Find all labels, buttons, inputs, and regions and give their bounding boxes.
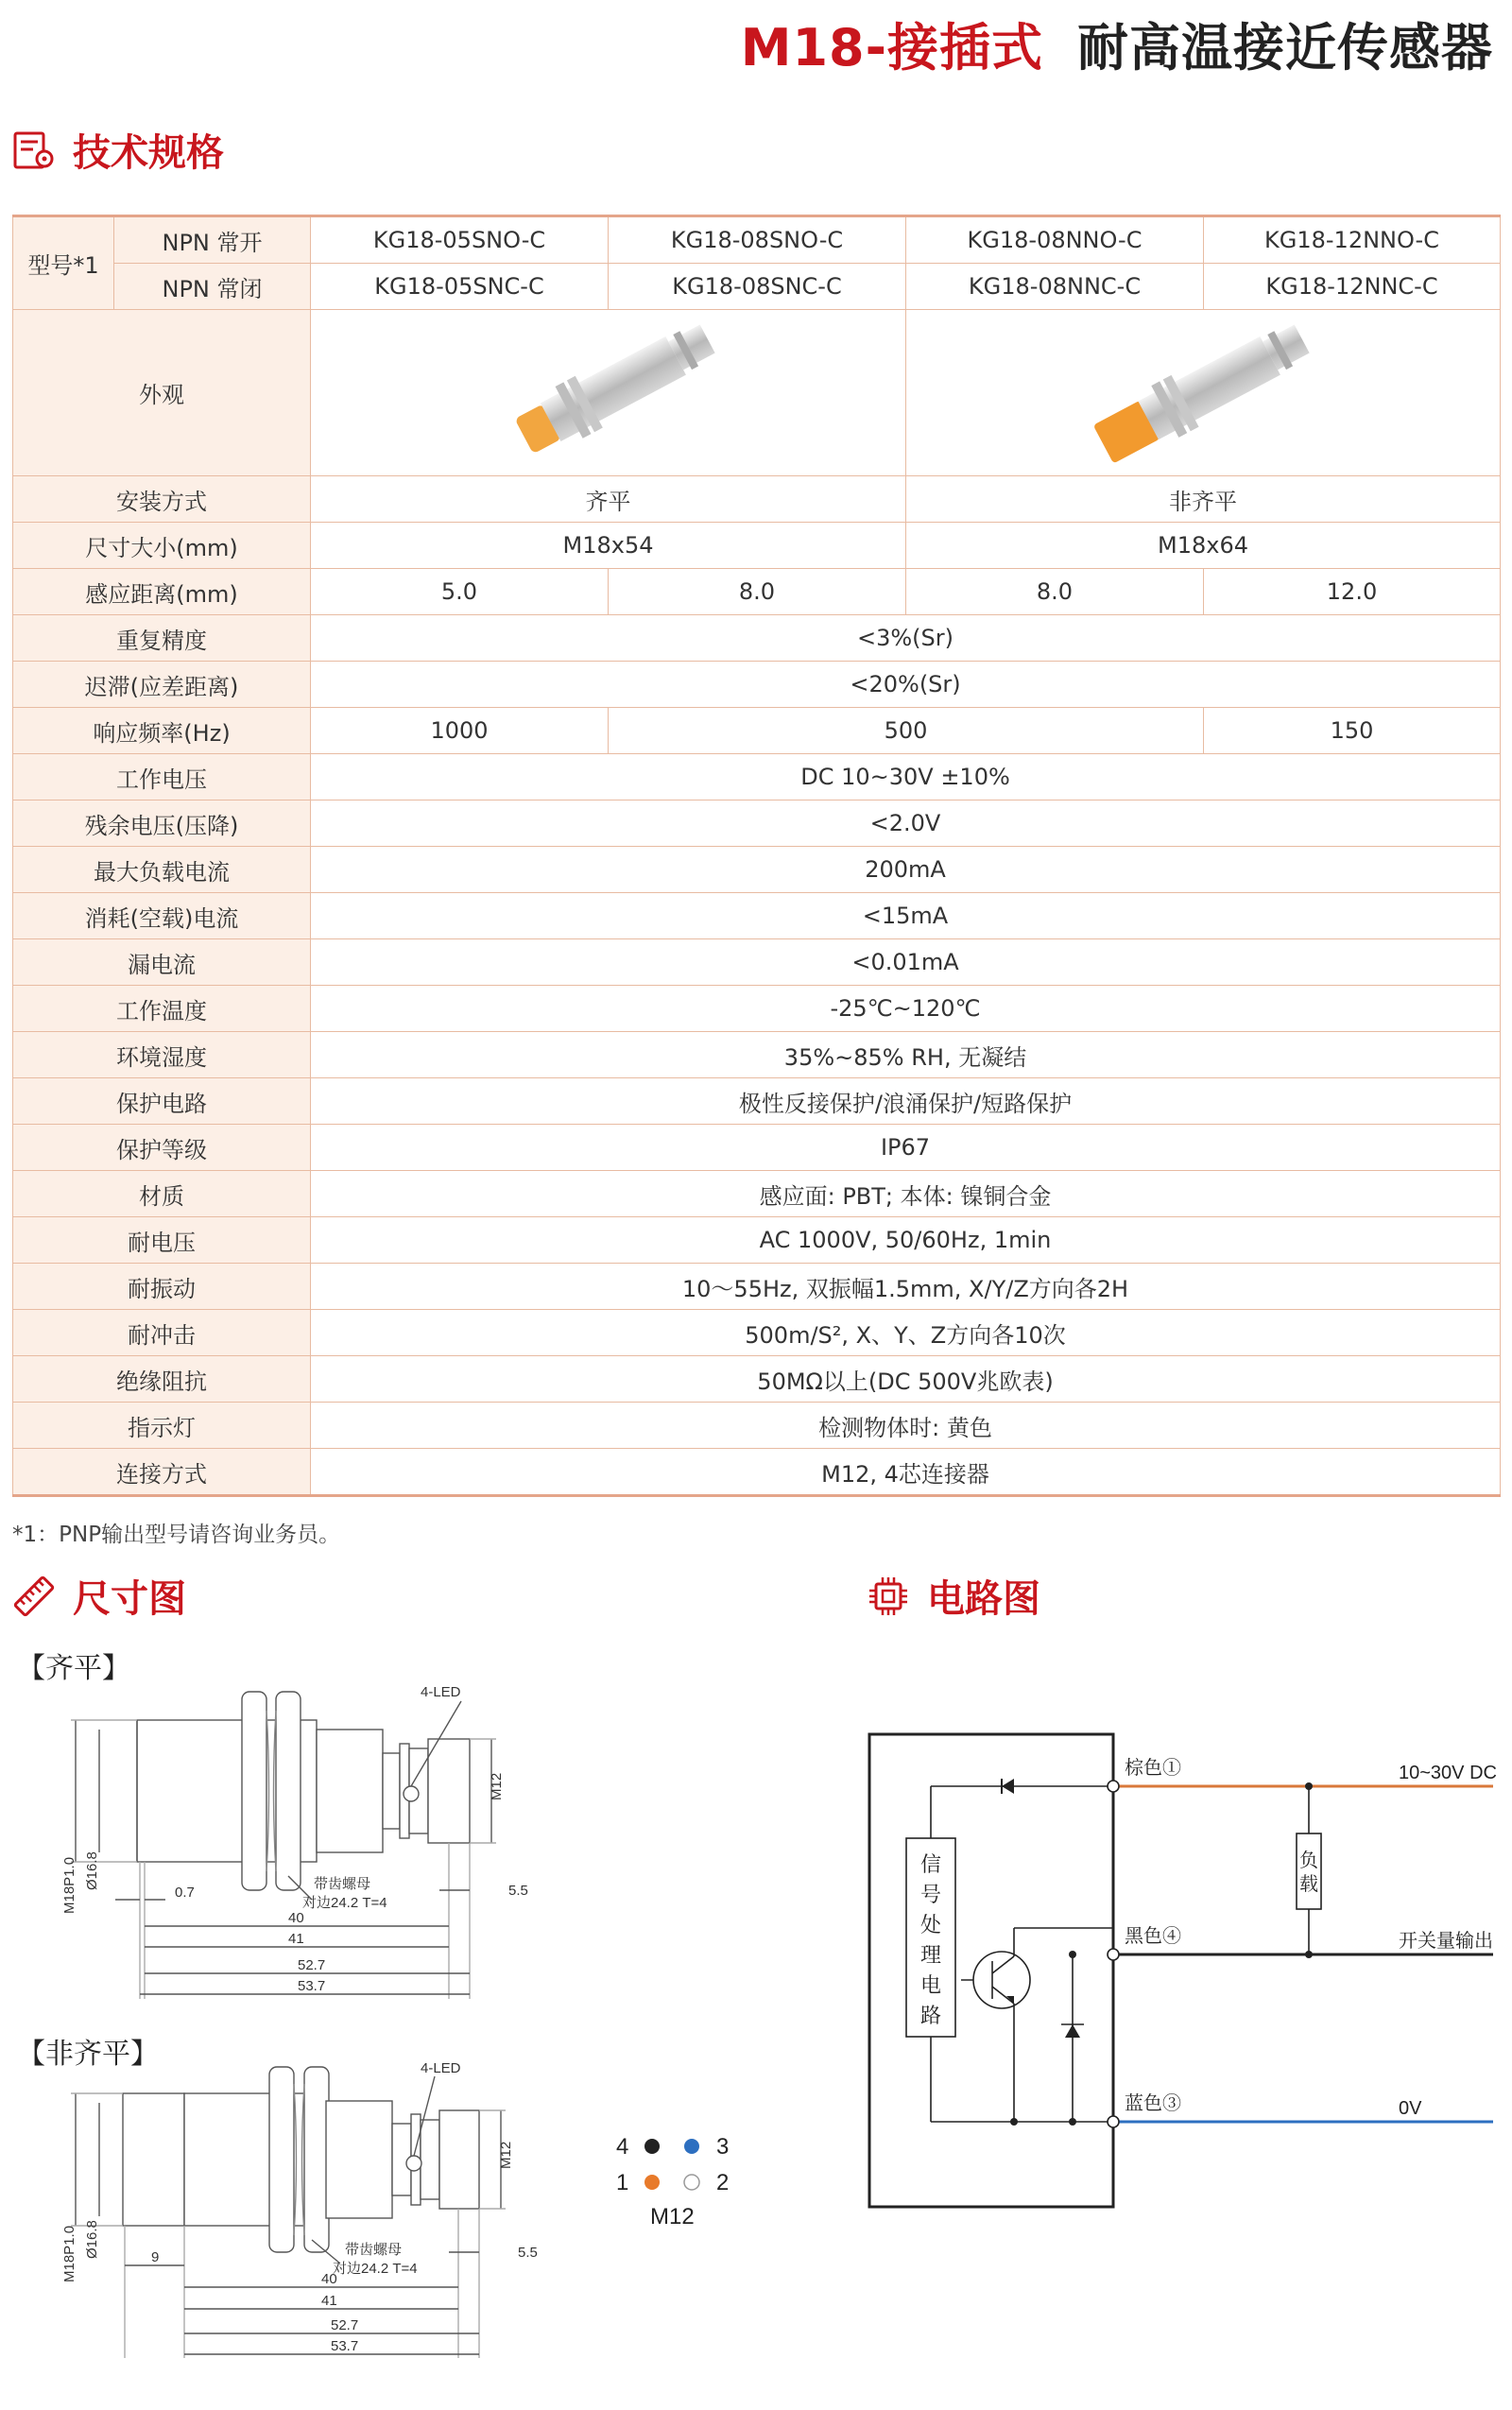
row-value: 10～55Hz, 双振幅1.5mm, X/Y/Z方向各2H xyxy=(311,1264,1501,1310)
model-cell: KG18-12NNO-C xyxy=(1204,216,1501,264)
row-label: 残余电压(压降) xyxy=(13,800,311,847)
size-label: 尺寸大小(mm) xyxy=(13,523,311,569)
row-value: AC 1000V, 50/60Hz, 1min xyxy=(311,1217,1501,1264)
nonflush-dimension-drawing xyxy=(57,2056,605,2367)
size-cell: M18x64 xyxy=(906,523,1501,569)
row-value: 200mA xyxy=(311,847,1501,893)
chip-icon xyxy=(867,1575,910,1618)
signal-label: 路 xyxy=(920,2004,942,2027)
row-value: <15mA xyxy=(311,893,1501,939)
freq-cell: 1000 xyxy=(311,708,609,754)
model-label: 型号*1 xyxy=(13,216,114,310)
row-label: 连接方式 xyxy=(13,1449,311,1496)
output-label: 开关量输出 xyxy=(1399,1931,1493,1952)
dim-f: 5.5 xyxy=(508,1883,528,1899)
distance-cell: 5.0 xyxy=(311,569,609,615)
footnote: *1：PNP输出型号请咨询业务员。 xyxy=(12,1523,341,1547)
signal-label: 信 xyxy=(920,1852,942,1876)
dim-e: 53.7 xyxy=(298,1978,326,1994)
dim-b: 40 xyxy=(288,1910,304,1926)
dim-d: 52.7 xyxy=(331,2317,359,2333)
distance-cell: 12.0 xyxy=(1204,569,1501,615)
signal-label: 号 xyxy=(920,1883,942,1906)
row-label: 环境湿度 xyxy=(13,1032,311,1078)
dia-dim: Ø16.8 xyxy=(84,2220,100,2259)
brown-wire-label: 棕色① xyxy=(1125,1758,1181,1779)
freq-cell: 500 xyxy=(609,708,1204,754)
row-value: 极性反接保护/浪涌保护/短路保护 xyxy=(311,1078,1501,1125)
spec-sheet-icon xyxy=(12,130,56,170)
row-value: -25℃~120℃ xyxy=(311,986,1501,1032)
model-cell: KG18-08SNC-C xyxy=(609,264,906,310)
mount-cell: 齐平 xyxy=(311,476,906,523)
black-wire-label: 黑色④ xyxy=(1125,1926,1181,1947)
mount-cell: 非齐平 xyxy=(906,476,1501,523)
row-label: 工作温度 xyxy=(13,986,311,1032)
pin-label: 4 xyxy=(616,2134,629,2160)
freq-cell: 150 xyxy=(1204,708,1501,754)
dim-a: 0.7 xyxy=(175,1885,195,1901)
pinout-name: M12 xyxy=(650,2204,695,2229)
dia-dim: Ø16.8 xyxy=(84,1851,100,1890)
dim-d: 52.7 xyxy=(298,1957,326,1973)
flush-dimension-drawing xyxy=(57,1673,605,2013)
circuit-section-title: 电路图 xyxy=(927,1577,1040,1621)
row-label: 工作电压 xyxy=(13,754,311,800)
nut-label: 带齿螺母 xyxy=(345,2242,403,2258)
blue-wire-label: 蓝色③ xyxy=(1125,2093,1181,2114)
signal-label: 理 xyxy=(920,1943,942,1967)
repeat-cell: <3%(Sr) xyxy=(311,615,1501,662)
flush-sensor-image xyxy=(311,310,906,476)
dim-b: 40 xyxy=(321,2271,337,2287)
model-cell: KG18-08NNC-C xyxy=(906,264,1204,310)
row-value: IP67 xyxy=(311,1125,1501,1171)
row-value: <0.01mA xyxy=(311,939,1501,986)
flush-dim-label: 【齐平】 xyxy=(17,1652,130,1685)
pin-3-blue xyxy=(684,2139,699,2154)
dim-c: 41 xyxy=(321,2293,337,2309)
row-value: 500m/S², X、Y、Z方向各10次 xyxy=(311,1310,1501,1356)
distance-label: 感应距离(mm) xyxy=(13,569,311,615)
gnd-label: 0V xyxy=(1399,2098,1422,2119)
nonflush-sensor-illustration xyxy=(1061,315,1345,466)
page-title xyxy=(741,8,1493,80)
hysteresis-label: 迟滞(应差距离) xyxy=(13,662,311,708)
m12-pinout xyxy=(605,2112,756,2235)
nonflush-sensor-image xyxy=(906,310,1501,476)
nut-spec: 对边24.2 T=4 xyxy=(302,1895,387,1911)
repeat-label: 重复精度 xyxy=(13,615,311,662)
mount-label: 安装方式 xyxy=(13,476,311,523)
dim-section-title: 尺寸图 xyxy=(73,1577,186,1621)
dim-c: 41 xyxy=(288,1931,304,1947)
row-label: 指示灯 xyxy=(13,1403,311,1449)
pin-4-black xyxy=(644,2139,660,2154)
vcc-label: 10~30V DC xyxy=(1399,1763,1497,1783)
hysteresis-cell: <20%(Sr) xyxy=(311,662,1501,708)
row-value: M12, 4芯连接器 xyxy=(311,1449,1501,1496)
m12-dim: M12 xyxy=(498,2141,514,2169)
row-value: 检测物体时: 黄色 xyxy=(311,1403,1501,1449)
nut-label: 带齿螺母 xyxy=(314,1876,371,1892)
led-label: 4-LED xyxy=(421,2060,461,2076)
load-label: 载 xyxy=(1299,1874,1318,1895)
signal-label: 处 xyxy=(920,1913,942,1937)
row-value: 35%~85% RH, 无凝结 xyxy=(311,1032,1501,1078)
appearance-label: 外观 xyxy=(13,310,311,476)
row-value: <2.0V xyxy=(311,800,1501,847)
circuit-diagram xyxy=(855,1720,1507,2221)
distance-cell: 8.0 xyxy=(906,569,1204,615)
size-cell: M18x54 xyxy=(311,523,906,569)
row-label: 保护等级 xyxy=(13,1125,311,1171)
thread-dim: M18P1.0 xyxy=(61,1856,77,1914)
pin-label: 3 xyxy=(716,2134,730,2160)
flush-sensor-illustration xyxy=(467,315,750,466)
row-value: DC 10~30V ±10% xyxy=(311,754,1501,800)
row-value: 感应面: PBT; 本体: 镍铜合金 xyxy=(311,1171,1501,1217)
dim-section-header xyxy=(12,1569,186,1623)
row-label: 绝缘阻抗 xyxy=(13,1356,311,1403)
thread-dim: M18P1.0 xyxy=(61,2225,77,2282)
circuit-section-header xyxy=(867,1569,1040,1623)
pin-label: 1 xyxy=(616,2170,629,2195)
row-label: 材质 xyxy=(13,1171,311,1217)
freq-label: 响应频率(Hz) xyxy=(13,708,311,754)
led-label: 4-LED xyxy=(421,1684,461,1700)
spec-section-header xyxy=(12,123,224,177)
spec-table xyxy=(12,215,1501,1497)
npn-no-label: NPN 常开 xyxy=(114,216,311,264)
model-cell: KG18-12NNC-C xyxy=(1204,264,1501,310)
m12-dim: M12 xyxy=(489,1772,505,1800)
title-name: 耐高温接近传感器 xyxy=(1077,18,1493,77)
signal-label: 电 xyxy=(920,1973,942,1997)
model-cell: KG18-05SNO-C xyxy=(311,216,609,264)
row-label: 耐电压 xyxy=(13,1217,311,1264)
nonflush-dim-label: 【非齐平】 xyxy=(17,2038,159,2071)
title-model: M18-接插式 xyxy=(740,18,1043,77)
pin-label: 2 xyxy=(716,2170,730,2195)
pin-2-white xyxy=(684,2175,699,2190)
row-label: 耐冲击 xyxy=(13,1310,311,1356)
distance-cell: 8.0 xyxy=(609,569,906,615)
dim-a: 9 xyxy=(151,2249,160,2265)
spec-section-title: 技术规格 xyxy=(73,131,224,175)
row-label: 耐振动 xyxy=(13,1264,311,1310)
model-cell: KG18-08NNO-C xyxy=(906,216,1204,264)
row-label: 最大负载电流 xyxy=(13,847,311,893)
model-cell: KG18-08SNO-C xyxy=(609,216,906,264)
row-value: 50MΩ以上(DC 500V兆欧表) xyxy=(311,1356,1501,1403)
pin-1-brown xyxy=(644,2175,660,2190)
npn-nc-label: NPN 常闭 xyxy=(114,264,311,310)
dim-f: 5.5 xyxy=(518,2245,538,2261)
row-label: 保护电路 xyxy=(13,1078,311,1125)
ruler-icon xyxy=(12,1575,56,1618)
nut-spec: 对边24.2 T=4 xyxy=(333,2261,418,2277)
row-label: 消耗(空载)电流 xyxy=(13,893,311,939)
row-label: 漏电流 xyxy=(13,939,311,986)
model-cell: KG18-05SNC-C xyxy=(311,264,609,310)
load-label: 负 xyxy=(1299,1851,1318,1871)
dim-e: 53.7 xyxy=(331,2338,359,2354)
